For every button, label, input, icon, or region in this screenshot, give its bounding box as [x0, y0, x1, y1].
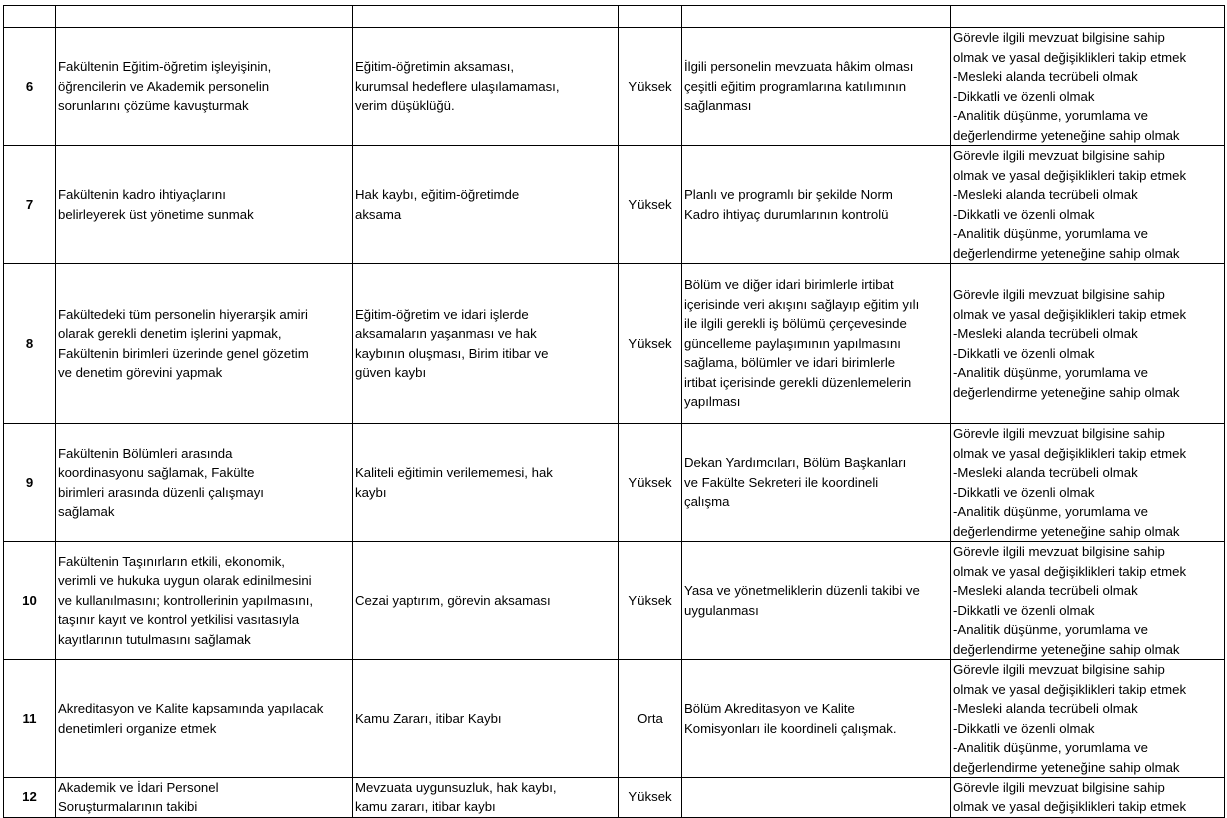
- risk-line: Kaliteli eğitimin verilememesi, hak: [355, 465, 553, 480]
- task-cell: [56, 146, 353, 264]
- controls-line: sağlama, bölümler ve idari birimlerle: [684, 355, 896, 371]
- competencies-cell: [951, 424, 1225, 542]
- competencies-cell: [951, 542, 1225, 660]
- competencies-line: olmak ve yasal değişiklikleri takip etmek: [953, 798, 1187, 814]
- controls-line: Bölüm ve diğer idari birimlerle irtibat: [684, 277, 894, 293]
- risk-line: Mevzuata uygunsuzluk, hak kaybı,: [355, 780, 557, 795]
- controls-cell: [682, 424, 951, 542]
- competencies-cell: [951, 28, 1225, 146]
- competencies-line: Görevle ilgili mevzuat bilgisine sahip: [953, 30, 1165, 45]
- competencies-line: değerlendirme yeteneğine sahip olmak: [953, 523, 1180, 539]
- task-line: Akreditasyon ve Kalite kapsamında yapılacak: [58, 701, 324, 716]
- task-line: birimleri arasında düzenli çalışmayı: [58, 484, 264, 500]
- risk-level: Yüksek: [619, 28, 682, 146]
- controls-line: Bölüm Akreditasyon ve Kalite: [684, 701, 855, 716]
- competencies-line: değerlendirme yeteneğine sahip olmak: [953, 245, 1180, 261]
- competencies-line: -Dikkatli ve özenli olmak: [953, 602, 1095, 618]
- controls-line: uygulanması: [684, 602, 759, 618]
- risk-line: güven kaybı: [355, 365, 427, 380]
- controls-cell: [682, 778, 951, 818]
- risk-line: Eğitim-öğretimin aksaması,: [355, 59, 515, 75]
- controls-cell: [682, 28, 951, 146]
- controls-cell: [682, 264, 951, 424]
- competencies-line: Görevle ilgili mevzuat bilgisine sahip: [953, 426, 1165, 441]
- task-line: verimli ve hukuka uygun olarak edinilmesini: [58, 573, 312, 589]
- controls-line: çalışma: [684, 494, 730, 510]
- controls-line: irtibat içerisinde gerekli düzenlemelerin: [684, 374, 912, 390]
- controls-line: yapılması: [684, 394, 741, 410]
- risk-line: Cezai yaptırım, görevin aksaması: [355, 592, 551, 608]
- controls-line: güncelleme paylaşımının yapılmasını: [684, 335, 901, 351]
- competencies-line: Görevle ilgili mevzuat bilgisine sahip: [953, 662, 1165, 677]
- competencies-line: -Mesleki alanda tecrübeli olmak: [953, 465, 1138, 480]
- competencies-line: değerlendirme yeteneğine sahip olmak: [953, 127, 1180, 143]
- task-line: Fakültenin Taşınırların etkili, ekonomik,: [58, 553, 285, 569]
- risk-cell: [353, 28, 619, 146]
- controls-line: Komisyonları ile koordineli çalışmak.: [684, 720, 897, 736]
- risk-line: Hak kaybı, eğitim-öğretimde: [355, 187, 520, 202]
- table-row: [4, 778, 1225, 818]
- competencies-line: -Analitik düşünme, yorumlama ve: [953, 504, 1148, 519]
- risk-level: Yüksek: [619, 542, 682, 660]
- task-line: Fakültedeki tüm personelin hiyerarşik amiri: [58, 306, 308, 322]
- task-line: kayıtlarının tutulmasını sağlamak: [58, 631, 251, 647]
- task-line: Fakültenin birimleri üzerinde genel gözetim: [58, 345, 309, 361]
- table-row: [4, 28, 1225, 146]
- task-cell: [56, 28, 353, 146]
- empty-cell-controls: [682, 6, 951, 28]
- controls-line: Planlı ve programlı bir şekilde Norm: [684, 187, 893, 202]
- task-cell: [56, 424, 353, 542]
- competencies-line: olmak ve yasal değişiklikleri takip etmek: [953, 167, 1187, 183]
- risk-line: aksama: [355, 206, 402, 222]
- competencies-line: -Dikkatli ve özenli olmak: [953, 345, 1095, 361]
- competencies-line: -Mesleki alanda tecrübeli olmak: [953, 583, 1138, 598]
- competencies-line: değerlendirme yeteneğine sahip olmak: [953, 759, 1180, 775]
- risk-assessment-table: [3, 5, 1225, 818]
- task-line: öğrencilerin ve Akademik personelin: [58, 78, 270, 94]
- competencies-line: olmak ve yasal değişiklikleri takip etmek: [953, 306, 1187, 322]
- controls-line: Yasa ve yönetmeliklerin düzenli takibi ve: [684, 583, 920, 598]
- task-line: Fakültenin Eğitim-öğretim işleyişinin,: [58, 59, 272, 75]
- controls-line: Kadro ihtiyaç durumlarının kontrolü: [684, 206, 889, 222]
- task-cell: [56, 660, 353, 778]
- competencies-line: -Analitik düşünme, yorumlama ve: [953, 740, 1148, 755]
- risk-level: Yüksek: [619, 146, 682, 264]
- table-row: [4, 542, 1225, 660]
- empty-cell-risk: [353, 6, 619, 28]
- task-line: ve denetim görevini yapmak: [58, 365, 223, 380]
- risk-line: kurumsal hedeflere ulaşılamaması,: [355, 78, 560, 94]
- controls-line: Dekan Yardımcıları, Bölüm Başkanları: [684, 455, 907, 471]
- task-cell: [56, 264, 353, 424]
- risk-line: kamu zararı, itibar kaybı: [355, 798, 496, 814]
- competencies-line: Görevle ilgili mevzuat bilgisine sahip: [953, 780, 1165, 795]
- table-row: [4, 660, 1225, 778]
- competencies-line: Görevle ilgili mevzuat bilgisine sahip: [953, 148, 1165, 163]
- row-number: 6: [4, 28, 56, 146]
- task-line: koordinasyonu sağlamak, Fakülte: [58, 465, 255, 480]
- task-line: Akademik ve İdari Personel: [58, 780, 219, 795]
- empty-cell-competencies: [951, 6, 1225, 28]
- competencies-line: -Dikkatli ve özenli olmak: [953, 484, 1095, 500]
- empty-cell-task: [56, 6, 353, 28]
- controls-line: ile ilgili gerekli iş bölümü çerçevesinde: [684, 316, 907, 332]
- competencies-line: -Mesleki alanda tecrübeli olmak: [953, 701, 1138, 716]
- competencies-line: değerlendirme yeteneğine sahip olmak: [953, 384, 1180, 400]
- empty-header-row: [4, 6, 1225, 28]
- competencies-line: olmak ve yasal değişiklikleri takip etmek: [953, 563, 1187, 579]
- competencies-line: -Analitik düşünme, yorumlama ve: [953, 108, 1148, 123]
- task-cell: [56, 542, 353, 660]
- competencies-line: değerlendirme yeteneğine sahip olmak: [953, 641, 1180, 657]
- risk-cell: [353, 424, 619, 542]
- risk-level: Yüksek: [619, 778, 682, 818]
- competencies-line: -Analitik düşünme, yorumlama ve: [953, 365, 1148, 380]
- risk-cell: [353, 264, 619, 424]
- task-cell: [56, 778, 353, 818]
- controls-line: çeşitli eğitim programlarına katılımının: [684, 78, 907, 94]
- task-line: taşınır kayıt ve kontrol yetkilisi vasıtasıyla: [58, 612, 300, 628]
- competencies-line: -Dikkatli ve özenli olmak: [953, 88, 1095, 104]
- risk-level: Yüksek: [619, 424, 682, 542]
- competencies-line: -Mesleki alanda tecrübeli olmak: [953, 69, 1138, 84]
- controls-cell: [682, 660, 951, 778]
- competencies-line: -Mesleki alanda tecrübeli olmak: [953, 326, 1138, 341]
- risk-level: Yüksek: [619, 264, 682, 424]
- competencies-line: -Dikkatli ve özenli olmak: [953, 720, 1095, 736]
- competencies-line: olmak ve yasal değişiklikleri takip etmek: [953, 49, 1187, 65]
- controls-line: ve Fakülte Sekreteri ile koordineli: [684, 474, 879, 490]
- task-line: olarak gerekli denetim işlerini yapmak,: [58, 326, 282, 341]
- risk-line: aksamaların yaşanması ve hak: [355, 326, 537, 341]
- competencies-line: Görevle ilgili mevzuat bilgisine sahip: [953, 544, 1165, 559]
- task-line: Fakültenin Bölümleri arasında: [58, 445, 233, 461]
- row-number: 11: [4, 660, 56, 778]
- table-row: [4, 146, 1225, 264]
- risk-line: kaybının oluşması, Birim itibar ve: [355, 345, 549, 361]
- controls-cell: [682, 542, 951, 660]
- task-line: sorunlarını çözüme kavuşturmak: [58, 98, 249, 114]
- empty-cell-level: [619, 6, 682, 28]
- controls-line: içerisinde veri akışını sağlayıp eğitim yılı: [684, 296, 920, 312]
- risk-line: kaybı: [355, 484, 387, 500]
- task-line: Fakültenin kadro ihtiyaçlarını: [58, 187, 226, 202]
- table-row: [4, 424, 1225, 542]
- competencies-line: olmak ve yasal değişiklikleri takip etmek: [953, 445, 1187, 461]
- table-row: [4, 264, 1225, 424]
- risk-cell: [353, 146, 619, 264]
- row-number: 9: [4, 424, 56, 542]
- row-number: 7: [4, 146, 56, 264]
- competencies-line: Görevle ilgili mevzuat bilgisine sahip: [953, 287, 1165, 302]
- risk-line: verim düşüklüğü.: [355, 98, 455, 114]
- task-line: denetimleri organize etmek: [58, 720, 217, 736]
- competencies-cell: [951, 264, 1225, 424]
- task-line: ve kullanılmasını; kontrollerinin yapılmasını,: [58, 592, 314, 608]
- risk-level: Orta: [619, 660, 682, 778]
- controls-line: sağlanması: [684, 98, 752, 114]
- competencies-line: olmak ve yasal değişiklikleri takip etmek: [953, 681, 1187, 697]
- risk-cell: [353, 778, 619, 818]
- risk-cell: [353, 660, 619, 778]
- row-number: 10: [4, 542, 56, 660]
- competencies-cell: [951, 146, 1225, 264]
- risk-line: Eğitim-öğretim ve idari işlerde: [355, 306, 529, 322]
- empty-cell-no: [4, 6, 56, 28]
- competencies-line: -Mesleki alanda tecrübeli olmak: [953, 187, 1138, 202]
- task-line: Soruşturmalarının takibi: [58, 798, 198, 814]
- competencies-cell: [951, 778, 1225, 818]
- competencies-line: -Analitik düşünme, yorumlama ve: [953, 622, 1148, 637]
- task-line: belirleyerek üst yönetime sunmak: [58, 206, 254, 222]
- row-number: 8: [4, 264, 56, 424]
- risk-line: Kamu Zararı, itibar Kaybı: [355, 710, 502, 726]
- risk-cell: [353, 542, 619, 660]
- task-line: sağlamak: [58, 504, 115, 519]
- row-number: 12: [4, 778, 56, 818]
- controls-cell: [682, 146, 951, 264]
- competencies-cell: [951, 660, 1225, 778]
- competencies-line: -Analitik düşünme, yorumlama ve: [953, 226, 1148, 241]
- competencies-line: -Dikkatli ve özenli olmak: [953, 206, 1095, 222]
- controls-line: İlgili personelin mevzuata hâkim olması: [684, 59, 914, 75]
